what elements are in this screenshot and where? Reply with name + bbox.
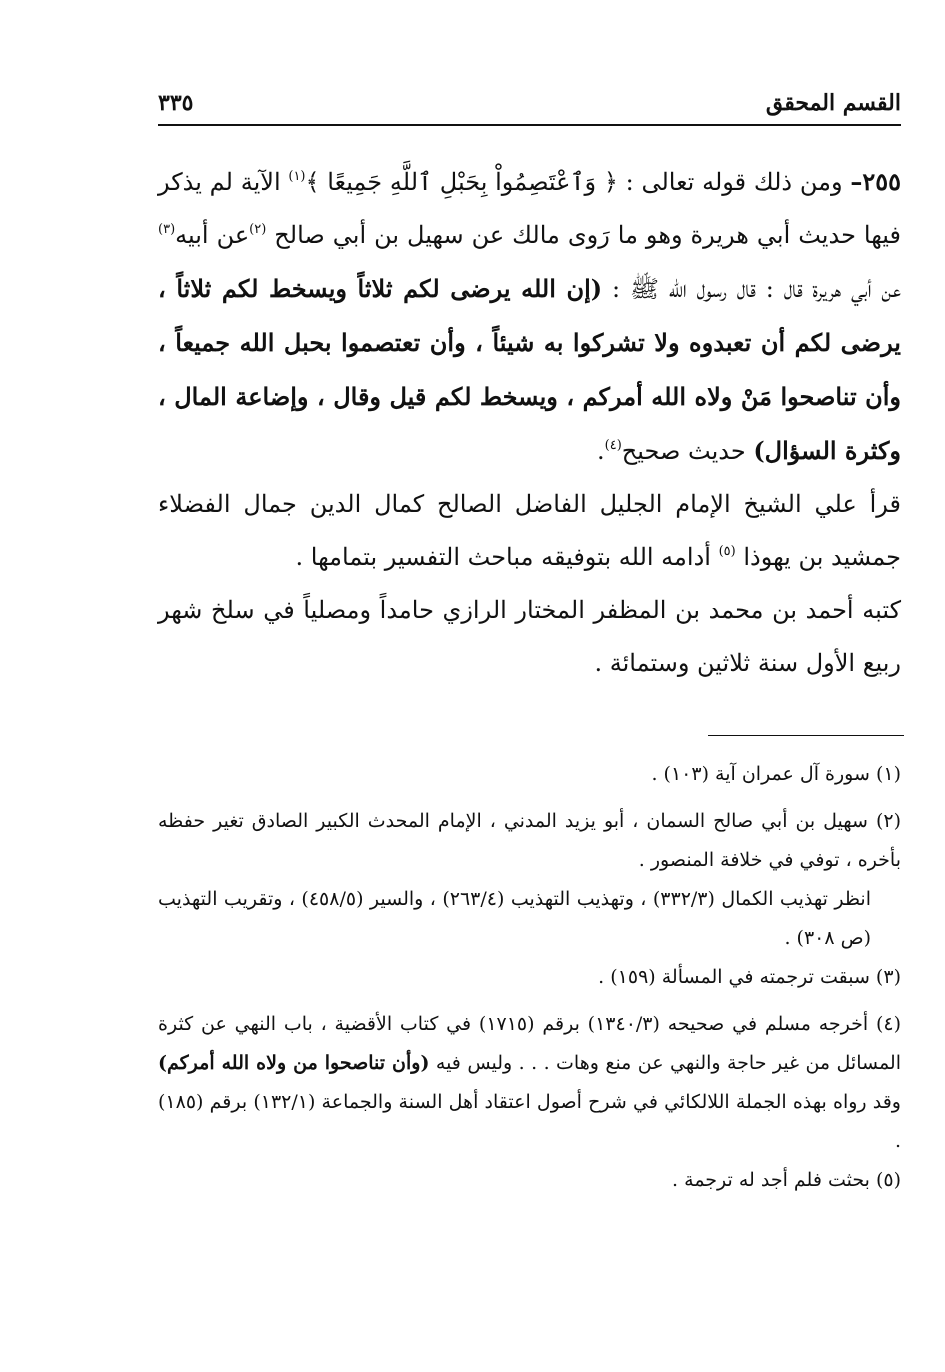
page-number: ٣٣٥	[158, 90, 194, 116]
section-title: القسم المحقق	[765, 90, 901, 116]
text-segment: وقد رواه بهذه الجملة اللالكائي في شرح أصول اعتقاد أهل السنة والجماعة (١٣٢/١) برقم (١٨٥) .	[158, 1091, 901, 1152]
footnote-5: (٥) بحثت فلم أجد له ترجمة .	[672, 1169, 901, 1191]
main-text	[158, 155, 901, 690]
text-segment: الآية لم يذكر فيها حديث أبي هريرة وهو ما رَوى مالك عن سهيل بن أبي صالح	[158, 168, 901, 249]
footnote-1: (١) سورة آل عمران آية (١٠٣) .	[651, 763, 901, 785]
footnote-ref-1: (١)	[288, 169, 306, 184]
hadith-excerpt: (وأن تناصحوا من ولاه الله أمركم)	[158, 1052, 430, 1074]
text-segment: عن أبيه	[175, 221, 250, 249]
hadith-text: (إن الله يرضى لكم ثلاثاً ويسخط لكم ثلاثاً ، يرضى لكم أن تعبدوه ولا تشركوا به شيئاً ، وأن تعتصموا بحبل الله جميعاً ، وأن تناصحوا مَنْ ولاه الله أمركم ، ويسخط لكم قيل وقال ، وإضاعة المال ، وكثرة السؤال)	[158, 274, 901, 465]
footnote-4	[158, 1005, 901, 1161]
paragraph-colophon: كتبه أحمد بن محمد بن المظفر المختار الرازي حامداً ومصلياً في سلخ شهر ربيع الأول سنة ثلاثين وستمائة .	[158, 596, 901, 677]
text-segment: .	[596, 437, 605, 465]
footnote-ref-3: (٣)	[158, 222, 176, 237]
text-segment: قرأ علي الشيخ الإمام الجليل الفاضل الصالح كمال الدين جمال الفضلاء جمشيد بن يهوذا	[158, 490, 901, 571]
page-header	[158, 88, 901, 126]
text-segment: أدامه الله بتوفيقه مباحث التفسير بتمامها .	[295, 543, 719, 571]
footnote-ref-5: (٥)	[718, 544, 736, 559]
footnote-separator	[708, 735, 904, 736]
footnote-2-refs: انظر تهذيب الكمال (٣٣٢/٣) ، وتهذيب التهذيب (٢٦٣/٤) ، والسير (٤٥٨/٥) ، وتقريب التهذيب (ص ٣٠٨) .	[158, 888, 871, 949]
paragraph-255	[158, 155, 901, 478]
footnote-ref-4: (٤)	[604, 438, 622, 453]
footnote-ref-2: (٢)	[249, 222, 267, 237]
paragraph-reading	[158, 478, 901, 584]
text-segment: عن أبي هريرة قال : قال رسول الله ﷺ :	[602, 275, 902, 303]
text-segment: ومن ذلك قوله تعالى : ﴿ وَٱعْتَصِمُواْ بِحَبْلِ ٱللَّهِ جَمِيعًا ﴾	[305, 168, 843, 196]
text-segment: (٤) أخرجه مسلم في صحيحه (١٣٤٠/٣) برقم (١٧١٥) في كتاب الأقضية ، باب النهي عن كثرة المسائل من غير حاجة والنهي عن منع وهات . . . وليس فيه	[158, 1013, 901, 1074]
footnote-2: (٢) سهيل بن أبي صالح السمان ، أبو يزيد المدني ، الإمام المحدث الكبير الصادق تغير حفظه بأخره ، توفي في خلافة المنصور .	[158, 810, 901, 871]
footnotes	[158, 755, 901, 1200]
text-segment: حديث صحيح	[621, 437, 754, 465]
item-number: ٢٥٥–	[850, 167, 901, 196]
footnote-3: (٣) سبقت ترجمته في المسألة (١٥٩) .	[598, 966, 901, 988]
